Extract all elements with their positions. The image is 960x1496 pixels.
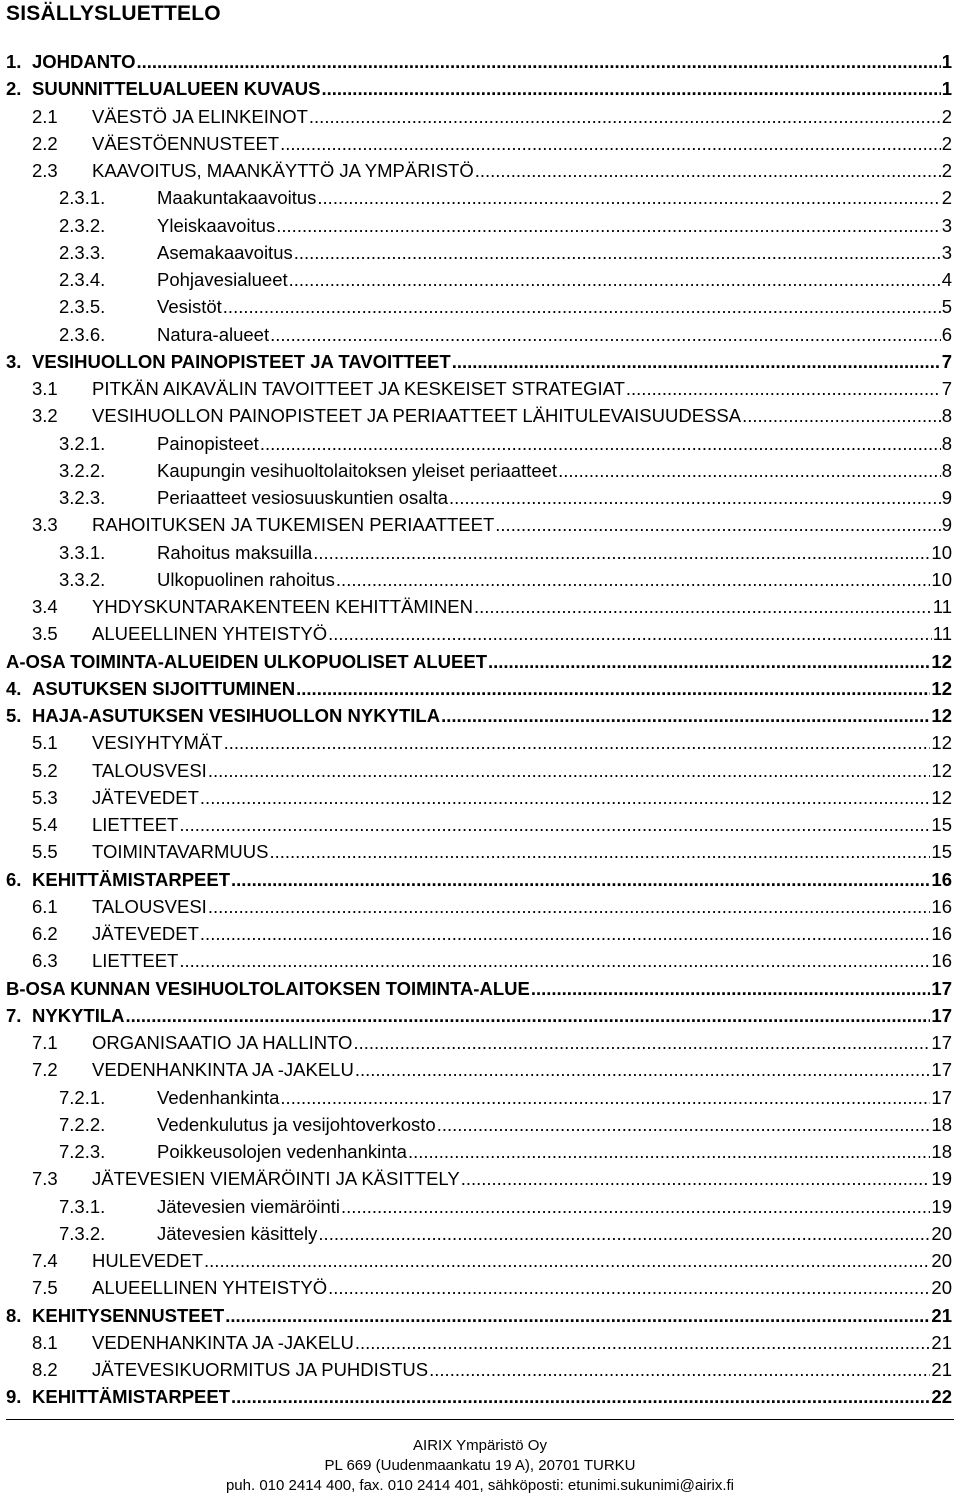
- toc-entry-page: 2: [941, 187, 952, 209]
- toc-entry-title: JÄTEVEDET: [92, 923, 199, 944]
- toc-entry[interactable]: [6, 866, 952, 893]
- toc-entry-title: B-OSA KUNNAN VESIHUOLTOLAITOKSEN TOIMINTA-ALUE: [6, 977, 530, 999]
- toc-dot-leader: [328, 1274, 930, 1301]
- toc-entry-title: JÄTEVESIKUORMITUS JA PUHDISTUS: [92, 1359, 429, 1380]
- toc-entry-number: 2.3.2.: [59, 214, 106, 236]
- toc-entry[interactable]: [6, 702, 952, 729]
- toc-dot-leader: [231, 1383, 930, 1410]
- toc-entry-page: 17: [931, 1059, 952, 1081]
- toc-dot-leader: [136, 48, 940, 75]
- toc-entry[interactable]: [6, 1111, 952, 1138]
- toc-dot-leader: [317, 184, 940, 211]
- toc-entry-page: 15: [931, 841, 952, 863]
- toc-dot-leader: [437, 1111, 931, 1138]
- toc-entry-title: Maakuntakaavoitus: [157, 187, 317, 209]
- toc-entry-page: 17: [931, 1004, 952, 1026]
- toc-dot-leader: [449, 484, 941, 511]
- toc-entry-title: NYKYTILA: [32, 1004, 125, 1026]
- toc-entry-title: VESIHUOLLON PAINOPISTEET JA TAVOITTEET: [32, 350, 451, 372]
- toc-entry[interactable]: [6, 266, 952, 293]
- toc-entry-number: 2.3: [32, 160, 58, 181]
- toc-entry-title: Vedenhankinta: [157, 1086, 280, 1108]
- toc-entry-page: 17: [931, 1086, 952, 1108]
- toc-entry[interactable]: [6, 184, 952, 211]
- toc-entry[interactable]: [6, 1084, 952, 1111]
- toc-entry-number: 5.: [6, 705, 22, 726]
- toc-entry[interactable]: [6, 1029, 952, 1056]
- toc-entry-number: 6.3: [32, 950, 58, 972]
- toc-dot-leader: [200, 920, 931, 947]
- toc-dot-leader: [280, 1084, 930, 1111]
- toc-entry-page: 19: [931, 1168, 952, 1190]
- toc-entry-page: 10: [931, 568, 952, 590]
- toc-dot-leader: [179, 811, 930, 838]
- toc-entry-page: 12: [931, 677, 952, 699]
- toc-dot-leader: [336, 566, 931, 593]
- toc-dot-leader: [495, 511, 940, 538]
- toc-entry-title: JÄTEVESIEN VIEMÄRÖINTI JA KÄSITTELY: [92, 1168, 460, 1190]
- toc-entry[interactable]: [6, 648, 952, 675]
- toc-entry-page: 20: [931, 1222, 952, 1244]
- toc-entry-number: 5.4: [32, 814, 58, 835]
- toc-entry-number: 7.2.1.: [59, 1086, 106, 1108]
- toc-entry-page: 12: [931, 732, 952, 754]
- toc-dot-leader: [742, 402, 941, 429]
- toc-entry-page: 21: [931, 1359, 952, 1380]
- toc-dot-leader: [313, 539, 930, 566]
- toc-entry-page: 9: [941, 514, 952, 536]
- toc-entry[interactable]: [6, 811, 952, 838]
- toc-entry[interactable]: [6, 675, 952, 702]
- toc-entry-page: 20: [931, 1277, 952, 1299]
- toc-entry[interactable]: [6, 375, 952, 402]
- toc-entry-title: Poikkeusolojen vedenhankinta: [157, 1141, 407, 1162]
- toc-entry-title: Jätevesien viemäröinti: [157, 1195, 341, 1217]
- toc-dot-leader: [408, 1138, 930, 1165]
- toc-entry[interactable]: [6, 1002, 952, 1029]
- toc-dot-leader: [269, 838, 930, 865]
- toc-entry-title: KEHITTÄMISTARPEET: [32, 1386, 231, 1408]
- toc-entry-number: 4.: [6, 677, 22, 699]
- toc-entry-number: 1.: [6, 51, 22, 72]
- toc-entry[interactable]: [6, 1247, 952, 1274]
- toc-entry-title: VESIHUOLLON PAINOPISTEET JA PERIAATTEET LÄHITULEVAISUUDESSA: [92, 405, 742, 427]
- toc-entry[interactable]: [6, 1165, 952, 1192]
- toc-entry-page: 8: [941, 405, 952, 427]
- toc-entry-title: KAAVOITUS, MAANKÄYTTÖ JA YMPÄRISTÖ: [92, 160, 474, 181]
- toc-dot-leader: [558, 457, 941, 484]
- toc-entry-number: 2.3.1.: [59, 187, 106, 209]
- toc-entry-title: KEHITTÄMISTARPEET: [32, 868, 231, 890]
- toc-entry[interactable]: [6, 239, 952, 266]
- toc-entry-number: 3.3: [32, 514, 58, 536]
- toc-entry-page: 21: [931, 1304, 952, 1326]
- footer-company: AIRIX Ympäristö Oy: [413, 1437, 547, 1454]
- footer-divider: [6, 1419, 954, 1420]
- toc-dot-leader: [270, 321, 941, 348]
- toc-entry-page: 22: [931, 1386, 952, 1408]
- toc-dot-leader: [626, 375, 941, 402]
- toc-entry-title: Vedenkulutus ja vesijohtoverkosto: [157, 1113, 436, 1135]
- toc-entry-number: 3.2.2.: [59, 459, 106, 481]
- toc-entry[interactable]: [6, 784, 952, 811]
- toc-entry[interactable]: [6, 1274, 952, 1301]
- toc-entry-page: 8: [941, 432, 952, 454]
- toc-dot-leader: [318, 1220, 930, 1247]
- toc-entry[interactable]: [6, 75, 952, 102]
- toc-entry[interactable]: [6, 1329, 952, 1356]
- toc-entry-page: 16: [931, 950, 952, 972]
- toc-dot-leader: [475, 157, 941, 184]
- toc-entry-number: 3.1: [32, 378, 58, 399]
- footer-contact: puh. 010 2414 400, fax. 010 2414 401, sähköposti: etunimi.sukunimi@airix.fi: [225, 1477, 735, 1494]
- toc-dot-leader: [280, 130, 941, 157]
- toc-entry-page: 10: [931, 541, 952, 563]
- toc-dot-leader: [225, 1302, 930, 1329]
- toc-entry-page: 9: [941, 487, 952, 508]
- toc-entry-title: VÄESTÖENNUSTEET: [92, 132, 280, 154]
- toc-entry[interactable]: [6, 920, 952, 947]
- toc-entry-number: 8.2: [32, 1359, 58, 1380]
- toc-entry-page: 17: [931, 977, 952, 999]
- toc-dot-leader: [441, 702, 930, 729]
- toc-entry-title: RAHOITUKSEN JA TUKEMISEN PERIAATTEET: [92, 514, 495, 536]
- toc-entry-number: 2.: [6, 78, 22, 100]
- toc-entry-title: Periaatteet vesiosuuskuntien osalta: [157, 487, 449, 508]
- toc-entry[interactable]: [6, 157, 952, 184]
- toc-entry-number: 2.3.6.: [59, 323, 106, 345]
- toc-entry-page: 11: [932, 623, 952, 645]
- toc-entry-page: 12: [931, 759, 952, 781]
- toc-entry[interactable]: [6, 402, 952, 429]
- toc-entry[interactable]: [6, 48, 952, 75]
- toc-entry-title: Jätevesien käsittely: [157, 1222, 318, 1244]
- toc-entry-title: JOHDANTO: [32, 51, 136, 72]
- toc-entry-number: 2.2: [32, 132, 58, 154]
- toc-dot-leader: [341, 1193, 930, 1220]
- toc-entry[interactable]: [6, 1302, 952, 1329]
- toc-entry-number: 7.3: [32, 1168, 58, 1190]
- toc-entry-number: 7.1: [32, 1032, 58, 1053]
- toc-dot-leader: [531, 975, 931, 1002]
- toc-entry[interactable]: [6, 757, 952, 784]
- toc-entry-number: 7.2: [32, 1059, 58, 1081]
- toc-dot-leader: [208, 893, 931, 920]
- toc-entry-title: SUUNNITTELUALUEEN KUVAUS: [32, 78, 321, 100]
- toc-entry-number: 5.2: [32, 759, 58, 781]
- toc-dot-leader: [223, 293, 941, 320]
- toc-dot-leader: [452, 348, 941, 375]
- toc-entry-number: 8.: [6, 1304, 22, 1326]
- toc-dot-leader: [260, 430, 941, 457]
- toc-entry-number: 9.: [6, 1386, 22, 1408]
- toc-entry-number: 5.1: [32, 732, 58, 754]
- toc-entry-number: 6.: [6, 868, 22, 890]
- toc-entry-number: 3.2.1.: [59, 432, 106, 454]
- toc-entry-title: LIETTEET: [92, 814, 179, 835]
- toc-entry-number: 3.5: [32, 623, 58, 645]
- toc-entry-page: 3: [941, 241, 952, 263]
- toc-entry-page: 12: [931, 705, 952, 726]
- toc-entry-page: 11: [932, 596, 952, 617]
- footer: [0, 1436, 960, 1496]
- toc-entry-page: 6: [941, 323, 952, 345]
- toc-entry-page: 7: [941, 378, 952, 399]
- page-title: SISÄLLYSLUETTELO: [6, 2, 221, 25]
- toc-dot-leader: [231, 866, 930, 893]
- toc-dot-leader: [276, 212, 940, 239]
- toc-entry-title: Asemakaavoitus: [157, 241, 293, 263]
- toc-entry-number: 7.3.1.: [59, 1195, 106, 1217]
- toc-dot-leader: [296, 675, 930, 702]
- toc-entry[interactable]: [6, 539, 952, 566]
- toc-entry-number: 7.2.2.: [59, 1113, 106, 1135]
- toc-entry[interactable]: [6, 566, 952, 593]
- toc-entry[interactable]: [6, 484, 952, 511]
- toc-entry[interactable]: [6, 130, 952, 157]
- toc-entry-number: 6.2: [32, 923, 58, 944]
- toc-entry-page: 16: [931, 895, 952, 917]
- toc-dot-leader: [353, 1029, 930, 1056]
- toc-entry-title: ALUEELLINEN YHTEISTYÖ: [92, 623, 328, 645]
- toc-dot-leader: [328, 620, 932, 647]
- toc-entry-number: 5.5: [32, 841, 58, 863]
- toc-entry-page: 20: [931, 1250, 952, 1271]
- toc-entry-title: ALUEELLINEN YHTEISTYÖ: [92, 1277, 328, 1299]
- toc-entry-number: 7.: [6, 1004, 22, 1026]
- toc-entry[interactable]: [6, 1220, 952, 1247]
- toc-dot-leader: [179, 947, 930, 974]
- toc-dot-leader: [309, 103, 941, 130]
- toc-entry-page: 3: [941, 214, 952, 236]
- toc-dot-leader: [429, 1356, 930, 1383]
- toc-entry[interactable]: [6, 620, 952, 647]
- toc-entry-number: 2.3.5.: [59, 296, 106, 318]
- toc-entry-title: JÄTEVEDET: [92, 786, 199, 808]
- toc-entry-page: 1: [941, 51, 952, 72]
- toc-entry[interactable]: [6, 212, 952, 239]
- toc-entry-number: 5.3: [32, 786, 58, 808]
- toc-entry-page: 8: [941, 459, 952, 481]
- toc-entry[interactable]: [6, 293, 952, 320]
- toc-dot-leader: [474, 593, 932, 620]
- toc-entry-page: 2: [941, 160, 952, 181]
- toc-dot-leader: [355, 1056, 931, 1083]
- toc-entry-number: 7.2.3.: [59, 1141, 106, 1162]
- toc-entry-title: TOIMINTAVARMUUS: [92, 841, 269, 863]
- toc-entry-title: YHDYSKUNTARAKENTEEN KEHITTÄMINEN: [92, 596, 474, 617]
- toc-entry-number: 6.1: [32, 895, 58, 917]
- toc-entry[interactable]: [6, 103, 952, 130]
- toc-entry-title: Ulkopuolinen rahoitus: [157, 568, 335, 590]
- toc-entry-title: Vesistöt: [157, 296, 222, 318]
- toc-entry-title: HAJA-ASUTUKSEN VESIHUOLLON NYKYTILA: [32, 705, 441, 726]
- toc-entry-title: KEHITYSENNUSTEET: [32, 1304, 225, 1326]
- toc-entry-number: 3.3.1.: [59, 541, 106, 563]
- toc-entry-title: Painopisteet: [157, 432, 259, 454]
- toc-entry[interactable]: [6, 1056, 952, 1083]
- toc-entry-title: A-OSA TOIMINTA-ALUEIDEN ULKOPUOLISET ALUEET: [6, 650, 487, 672]
- toc-entry[interactable]: [6, 348, 952, 375]
- toc-entry[interactable]: [6, 1138, 952, 1165]
- toc-entry[interactable]: [6, 729, 952, 756]
- toc-entry-page: 18: [931, 1113, 952, 1135]
- toc-entry[interactable]: [6, 975, 952, 1002]
- toc-entry-title: Kaupungin vesihuoltolaitoksen yleiset periaatteet: [157, 459, 558, 481]
- toc-entry-number: 3.2: [32, 405, 58, 427]
- toc-entry-page: 18: [931, 1141, 952, 1162]
- toc-entry-page: 16: [931, 868, 952, 890]
- toc-entry-number: 3.3.2.: [59, 568, 106, 590]
- toc-entry-title: ORGANISAATIO JA HALLINTO: [92, 1032, 353, 1053]
- toc-entry-title: HULEVEDET: [92, 1250, 204, 1271]
- toc-entry-page: 1: [941, 78, 952, 100]
- toc-entry-page: 5: [941, 296, 952, 318]
- toc-entry-page: 7: [941, 350, 952, 372]
- toc-entry[interactable]: [6, 1356, 952, 1383]
- toc-dot-leader: [224, 729, 931, 756]
- toc-entry-number: 2.1: [32, 105, 58, 127]
- toc-entry-title: Rahoitus maksuilla: [157, 541, 313, 563]
- toc-entry[interactable]: [6, 457, 952, 484]
- toc-entry-title: VEDENHANKINTA JA -JAKELU: [92, 1059, 354, 1081]
- toc-entry-page: 4: [941, 269, 952, 290]
- toc-dot-leader: [200, 784, 931, 811]
- toc-entry[interactable]: [6, 321, 952, 348]
- toc-entry-page: 17: [931, 1032, 952, 1053]
- toc-entry-title: TALOUSVESI: [92, 759, 207, 781]
- toc-entry-page: 2: [941, 105, 952, 127]
- toc-dot-leader: [126, 1002, 931, 1029]
- toc-entry[interactable]: [6, 593, 952, 620]
- toc-entry-title: TALOUSVESI: [92, 895, 207, 917]
- toc-entry[interactable]: [6, 838, 952, 865]
- toc-entry-page: 12: [931, 786, 952, 808]
- toc-entry-page: 16: [931, 923, 952, 944]
- toc-dot-leader: [204, 1247, 930, 1274]
- toc-entry-number: 2.3.4.: [59, 269, 106, 290]
- toc-entry-number: 2.3.3.: [59, 241, 106, 263]
- toc-entry[interactable]: [6, 1193, 952, 1220]
- toc-entry[interactable]: [6, 430, 952, 457]
- toc-dot-leader: [294, 239, 941, 266]
- toc-entry[interactable]: [6, 511, 952, 538]
- toc-entry-number: 8.1: [32, 1331, 58, 1353]
- toc-dot-leader: [321, 75, 940, 102]
- toc-entry-title: VESIYHTYMÄT: [92, 732, 223, 754]
- toc-entry-title: LIETTEET: [92, 950, 179, 972]
- toc-dot-leader: [355, 1329, 931, 1356]
- toc-entry-title: VÄESTÖ JA ELINKEINOT: [92, 105, 308, 127]
- toc-dot-leader: [289, 266, 941, 293]
- toc-entry-page: 15: [931, 814, 952, 835]
- toc-entry-number: 7.3.2.: [59, 1222, 106, 1244]
- footer-address: PL 669 (Uudenmaankatu 19 A), 20701 TURKU: [324, 1457, 636, 1474]
- toc-entry[interactable]: [6, 1383, 952, 1410]
- toc-entry-page: 19: [931, 1195, 952, 1217]
- toc-entry-number: 3.4: [32, 596, 58, 617]
- toc-entry[interactable]: [6, 947, 952, 974]
- toc-entry-number: 7.5: [32, 1277, 58, 1299]
- toc-entry-number: 3.2.3.: [59, 487, 106, 508]
- toc-dot-leader: [208, 757, 931, 784]
- toc-entry-title: Pohjavesialueet: [157, 269, 288, 290]
- toc-entry-title: ASUTUKSEN SIJOITTUMINEN: [32, 677, 296, 699]
- toc-entry-page: 12: [931, 650, 952, 672]
- toc-entry-title: PITKÄN AIKAVÄLIN TAVOITTEET JA KESKEISET STRATEGIAT: [92, 378, 625, 399]
- toc-entry-page: 21: [931, 1331, 952, 1353]
- toc-entry-title: VEDENHANKINTA JA -JAKELU: [92, 1331, 354, 1353]
- toc-entry-title: Natura-alueet: [157, 323, 270, 345]
- toc-entry[interactable]: [6, 893, 952, 920]
- toc-dot-leader: [488, 648, 930, 675]
- toc-entry-number: 7.4: [32, 1250, 58, 1271]
- toc-entry-page: 2: [941, 132, 952, 154]
- toc-entry-number: 3.: [6, 350, 22, 372]
- toc-dot-leader: [461, 1165, 931, 1192]
- toc-entry-title: Yleiskaavoitus: [157, 214, 276, 236]
